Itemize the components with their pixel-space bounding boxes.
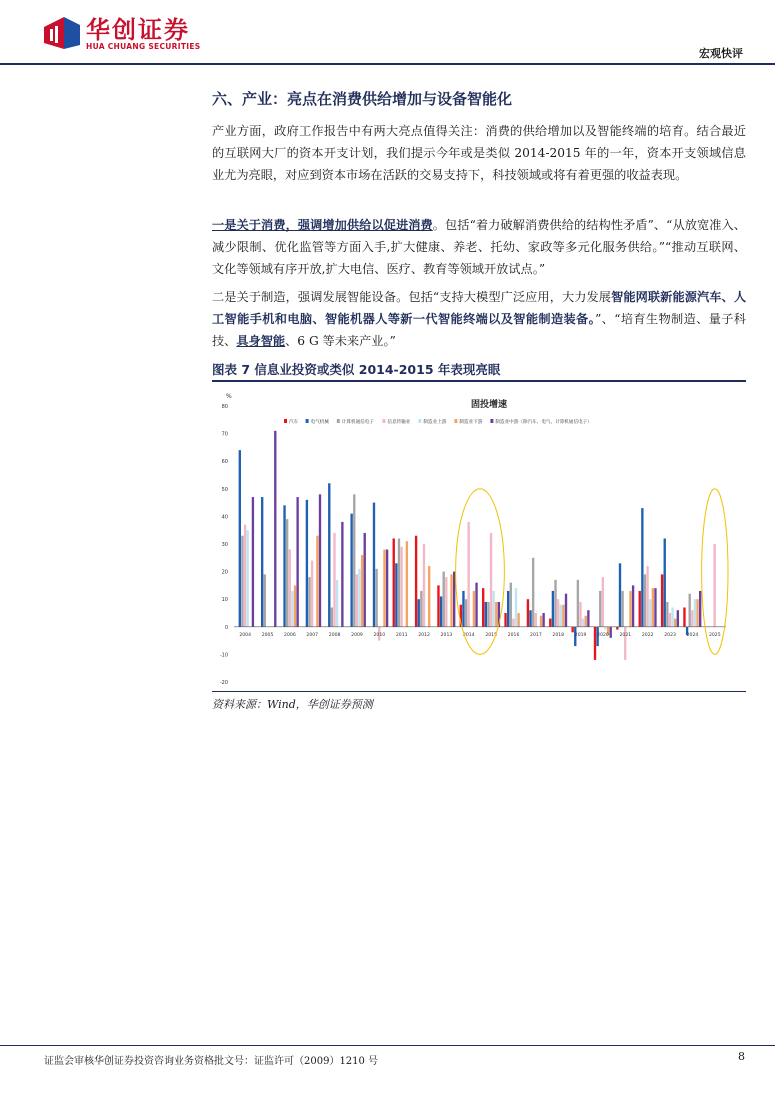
bar <box>274 431 276 627</box>
figure-source: 资料来源：Wind，华创证券预测 <box>212 698 373 711</box>
x-tick-label: 2023 <box>664 632 676 638</box>
report-type: 宏观快评 <box>699 47 743 60</box>
bar <box>373 503 375 627</box>
x-tick-label: 2021 <box>619 632 632 638</box>
bar <box>532 558 534 627</box>
bar <box>677 610 679 627</box>
bar <box>565 594 567 627</box>
bar <box>699 591 701 627</box>
figure-bottom-rule <box>212 691 746 692</box>
bar <box>415 536 417 627</box>
bar <box>599 591 601 627</box>
y-tick-label: 10 <box>221 597 228 604</box>
x-tick-label: 2016 <box>507 632 520 638</box>
x-tick-label: 2014 <box>462 632 475 638</box>
bar <box>336 580 338 627</box>
y-tick-label: 50 <box>221 486 228 493</box>
manufacturing-highlight: 智能网联新能源汽车、人工智能手机和电脑、智能机器人等新一代智能终端以及智能制造装备。 <box>212 290 747 326</box>
bar <box>683 607 685 626</box>
bar <box>485 602 487 627</box>
bar <box>386 550 388 627</box>
bar <box>453 572 455 627</box>
bar <box>398 538 400 626</box>
footer-license: 证监会审核华创证券投资咨询业务资格批文号：证监许可（2009）1210 号 <box>44 1056 379 1067</box>
paragraph-consumption <box>212 214 746 280</box>
bar <box>557 599 559 627</box>
bar <box>562 605 564 627</box>
bar <box>649 599 651 627</box>
manufacturing-text-e: 、6 G 等未来产业。” <box>285 334 396 348</box>
legend-swatch <box>454 419 457 423</box>
bar <box>246 530 248 627</box>
bar <box>674 619 676 627</box>
bar <box>358 569 360 627</box>
legend-label: 计算机通信电子 <box>341 420 374 425</box>
bar <box>535 613 537 627</box>
y-axis <box>220 404 228 686</box>
bar <box>252 497 254 627</box>
y-tick-label: -20 <box>219 680 228 686</box>
bar <box>450 574 452 626</box>
bar <box>507 591 509 627</box>
bar <box>328 483 330 627</box>
x-tick-label: 2018 <box>552 632 565 638</box>
header-divider <box>0 63 775 65</box>
x-tick-label: 2006 <box>284 632 296 638</box>
bar <box>468 522 470 627</box>
bar <box>694 599 696 627</box>
bar <box>423 544 425 627</box>
legend-label: 制造业上游 <box>423 420 447 425</box>
x-tick-label: 2005 <box>261 632 274 638</box>
highlight-ellipse <box>456 489 505 655</box>
bar <box>289 550 291 627</box>
bar <box>646 566 648 627</box>
bar <box>244 525 246 627</box>
bar <box>445 577 447 627</box>
consumption-text: 。包括“着力破解消费供给的结构性矛盾”、“从放宽准入、减少限制、优化监管等方面入手,扩大健康、养老、托幼、家政等多元化服务供给。”“推动互联网、文化等领域有序开放,扩大电信、医疗、教育等领域开放试点。” <box>212 218 746 276</box>
y-tick-label: 80 <box>221 404 228 410</box>
bar <box>333 533 335 627</box>
x-tick-label: 2013 <box>440 632 453 638</box>
bar <box>241 536 243 627</box>
y-tick-label: 70 <box>221 431 228 438</box>
bar <box>527 599 529 627</box>
x-axis <box>234 627 726 638</box>
bar <box>654 588 656 627</box>
bar <box>356 574 358 626</box>
brand-name-cn: 华创证券 <box>86 16 190 44</box>
bar <box>691 610 693 627</box>
bar <box>661 574 663 626</box>
bar <box>644 574 646 626</box>
bar <box>616 627 618 630</box>
legend-swatch <box>284 419 287 423</box>
legend-label: 制造业中游（除汽车、电气、计算机通信电子） <box>495 420 592 425</box>
bar <box>714 544 716 627</box>
x-tick-label: 2015 <box>485 632 498 638</box>
bar <box>261 497 263 627</box>
bar <box>296 497 298 627</box>
bar <box>571 627 573 633</box>
bar <box>529 610 531 627</box>
bar <box>624 627 626 660</box>
bar <box>610 627 612 638</box>
bar <box>420 591 422 627</box>
bar <box>294 585 296 626</box>
bar <box>594 627 596 660</box>
legend-label: 信息传输业 <box>387 420 411 425</box>
legend-swatch <box>418 419 421 423</box>
bar <box>512 619 514 627</box>
bar <box>383 550 385 627</box>
bar <box>353 494 355 626</box>
bar <box>696 599 698 627</box>
x-tick-label: 2024 <box>686 632 699 638</box>
legend-swatch <box>337 419 340 423</box>
x-tick-label: 2025 <box>708 632 721 638</box>
bar <box>517 613 519 627</box>
bar <box>393 538 395 626</box>
bar <box>239 450 241 627</box>
bar <box>308 577 310 627</box>
bar <box>666 602 668 627</box>
bar <box>641 508 643 627</box>
legend-label: 电气机械 <box>310 420 329 425</box>
y-tick-label: 40 <box>221 514 228 521</box>
y-tick-label: 20 <box>221 569 228 576</box>
x-tick-label: 2020 <box>597 632 609 638</box>
y-tick-label: 30 <box>221 542 228 548</box>
bar <box>632 585 634 626</box>
bar <box>515 588 517 627</box>
x-tick-label: 2010 <box>373 632 386 638</box>
bar <box>602 577 604 627</box>
bar <box>554 580 556 627</box>
bar <box>316 536 318 627</box>
legend-swatch <box>306 419 309 423</box>
bar <box>629 591 631 627</box>
bar <box>311 561 313 627</box>
footer-divider <box>0 1045 775 1046</box>
chart-title: 固投增速 <box>470 400 508 410</box>
section-title: 六、产业：亮点在消费供给增加与设备智能化 <box>212 90 513 108</box>
legend-label: 汽车 <box>289 420 299 425</box>
bar <box>437 585 439 626</box>
bar <box>490 533 492 627</box>
y-axis-unit: % <box>226 393 232 400</box>
consumption-lead: 一是关于消费，强调增加供给以促进消费 <box>212 218 433 232</box>
bar <box>286 519 288 627</box>
bar <box>689 594 691 627</box>
bar <box>428 566 430 627</box>
bar <box>582 619 584 627</box>
bar <box>395 563 397 626</box>
bar <box>350 514 352 627</box>
x-tick-label: 2012 <box>418 632 430 638</box>
bar <box>492 591 494 627</box>
bar <box>375 569 377 627</box>
y-tick-label: -10 <box>219 652 228 659</box>
bar <box>319 494 321 626</box>
bar <box>418 599 420 627</box>
x-tick-label: 2017 <box>530 632 542 638</box>
legend-swatch <box>490 419 493 423</box>
legend-label: 制造业下游 <box>459 420 483 425</box>
bar <box>549 619 551 627</box>
fixed-investment-chart <box>212 385 746 689</box>
bar <box>482 588 484 627</box>
page-number: 8 <box>738 1050 745 1063</box>
bar <box>664 538 666 626</box>
bar <box>341 522 343 627</box>
x-tick-label: 2008 <box>328 632 341 638</box>
bar <box>406 541 408 627</box>
figure-title: 图表 7 信息业投资或类似 2014-2015 年表现亮眼 <box>212 362 501 377</box>
bar <box>510 583 512 627</box>
x-tick-label: 2004 <box>239 632 252 638</box>
bar <box>440 596 442 626</box>
paragraph-industry: 产业方面，政府工作报告中有两大亮点值得关注：消费的供给增加以及智能终端的培育。结合最近的互联网大厂的资本开支计划，我们提示今年或是类似 2014-2015 年的一年，资本开支领域信息业尤为亮眼，对应到资本市场在活跃的交易支持下，科技领域或将有着更强的收益表现。 <box>212 124 746 182</box>
bar <box>364 533 366 627</box>
bar <box>671 607 673 626</box>
bar <box>462 591 464 627</box>
bar <box>443 572 445 627</box>
bar <box>495 602 497 627</box>
bar <box>639 591 641 627</box>
bar <box>264 574 266 626</box>
chart-legend <box>284 418 592 425</box>
bar <box>400 547 402 627</box>
x-tick-label: 2011 <box>395 632 408 638</box>
bar <box>504 613 506 627</box>
bar <box>669 613 671 627</box>
bar <box>306 500 308 627</box>
bar <box>621 591 623 627</box>
x-tick-label: 2022 <box>641 632 654 638</box>
bar <box>487 602 489 627</box>
bar <box>604 627 606 630</box>
bar <box>540 616 542 627</box>
y-tick-label: 0 <box>224 624 228 631</box>
bar <box>291 591 293 627</box>
manufacturing-text-a: 二是关于制造，强调发展智能设备。包括“支持大模型广泛应用，大力发展 <box>212 290 612 304</box>
bar <box>587 610 589 627</box>
bar <box>473 591 475 627</box>
bar <box>585 616 587 627</box>
bar <box>652 588 654 627</box>
legend-swatch <box>382 419 385 423</box>
bar <box>465 599 467 627</box>
bar <box>579 602 581 627</box>
paragraph-manufacturing <box>212 286 746 352</box>
bar <box>619 563 621 626</box>
bar-series <box>239 431 716 660</box>
bar <box>283 505 285 626</box>
bar <box>577 580 579 627</box>
page-header <box>0 0 775 66</box>
embodied-ai-highlight: 具身智能 <box>236 334 286 348</box>
x-tick-label: 2019 <box>574 632 587 638</box>
figure-top-rule <box>212 380 746 382</box>
brand-name-en: HUA CHUANG SECURITIES <box>86 42 201 51</box>
x-tick-label: 2009 <box>351 632 363 638</box>
bar <box>560 605 562 627</box>
bar <box>361 555 363 627</box>
bar <box>542 613 544 627</box>
bar <box>331 607 333 626</box>
bar <box>475 583 477 627</box>
y-tick-label: 60 <box>221 459 228 466</box>
x-tick-label: 2007 <box>306 632 319 638</box>
bar <box>552 591 554 627</box>
manufacturing-text-c: ”、“培育生物制造、量子科技、 <box>212 312 746 348</box>
huachuang-logo-icon <box>42 13 82 53</box>
